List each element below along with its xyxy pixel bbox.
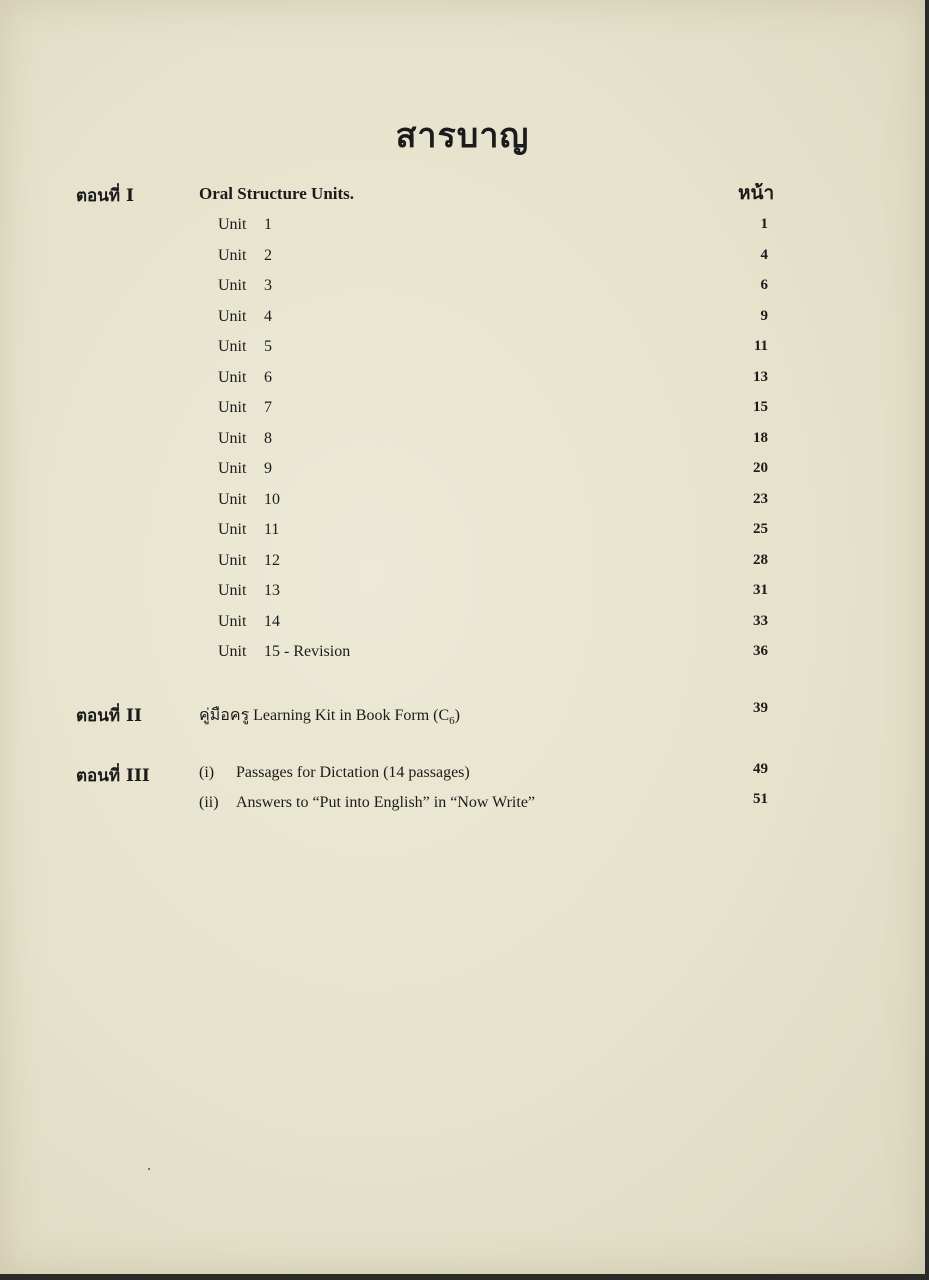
unit-word: Unit	[218, 612, 247, 630]
unit-row	[218, 308, 768, 332]
unit-page-number: 9	[760, 307, 768, 324]
unit-row	[218, 552, 768, 576]
part-2-thai-text: คู่มือครู	[199, 707, 250, 724]
unit-page-number: 20	[753, 460, 768, 476]
unit-word: Unit	[218, 582, 247, 599]
part-2-close-paren: )	[454, 707, 460, 724]
unit-number: 1	[264, 216, 272, 233]
unit-number: 7	[264, 399, 272, 416]
part-3-entry-page: 51	[753, 791, 768, 807]
unit-page-number: 1	[760, 216, 768, 232]
unit-page-number: 28	[753, 551, 768, 568]
part-3-entry	[199, 764, 470, 782]
unit-row	[218, 430, 768, 454]
part-3-entry	[199, 794, 535, 812]
unit-page-number: 31	[753, 582, 768, 598]
unit-word: Unit	[218, 643, 247, 660]
unit-page-number: 33	[753, 612, 768, 629]
unit-word: Unit	[218, 490, 247, 508]
unit-page-number: 11	[753, 338, 768, 354]
unit-word: Unit	[218, 216, 247, 233]
entry-text: Passages for Dictation (14 passages)	[236, 764, 470, 781]
unit-row	[218, 460, 768, 484]
page-edge	[0, 1274, 929, 1280]
unit-word: Unit	[218, 429, 247, 447]
page-title: สารบาญ	[395, 116, 530, 156]
unit-number: 4	[264, 307, 272, 325]
unit-page-number: 36	[753, 643, 768, 659]
unit-number: 15 - Revision	[264, 643, 351, 660]
entry-roman: (i)	[199, 764, 215, 781]
part-2-subscript: 6	[449, 715, 455, 727]
unit-number: 12	[264, 551, 280, 569]
unit-page-number: 23	[753, 490, 768, 507]
part-2-page: 39	[753, 700, 768, 716]
part-3-entry-page: 49	[753, 761, 768, 777]
part-1-title: Oral Structure Units.	[199, 184, 355, 203]
unit-number: 13	[264, 582, 280, 599]
unit-page-number: 6	[760, 277, 768, 293]
part-2-entry	[199, 703, 460, 728]
unit-word: Unit	[218, 338, 247, 355]
unit-page-number: 13	[753, 368, 768, 385]
unit-page-number: 15	[753, 399, 768, 415]
unit-row	[218, 521, 768, 545]
unit-row	[218, 613, 768, 637]
unit-word: Unit	[218, 368, 247, 386]
part-2-label: ตอนที่ II	[76, 706, 142, 726]
unit-row	[218, 491, 768, 515]
unit-number: 14	[264, 612, 280, 630]
unit-row	[218, 338, 768, 362]
paper-speck	[148, 1168, 150, 1170]
unit-word: Unit	[218, 551, 247, 569]
unit-row	[218, 399, 768, 423]
unit-word: Unit	[218, 307, 247, 325]
page-column-header: หน้า	[738, 182, 775, 204]
unit-number: 8	[264, 429, 272, 447]
page-edge	[925, 0, 929, 1280]
entry-roman: (ii)	[199, 794, 219, 811]
unit-row	[218, 582, 768, 606]
entry-text: Answers to “Put into English” in “Now Write”	[236, 794, 536, 811]
unit-number: 11	[264, 521, 280, 538]
unit-number: 3	[264, 277, 272, 294]
unit-number: 10	[264, 490, 280, 508]
unit-number: 5	[264, 338, 272, 355]
part-1-label: ตอนที่ I	[76, 186, 134, 206]
unit-number: 6	[264, 368, 272, 386]
unit-word: Unit	[218, 277, 247, 294]
unit-row	[218, 247, 768, 271]
unit-word: Unit	[218, 246, 247, 264]
unit-row	[218, 369, 768, 393]
unit-row	[218, 643, 768, 667]
unit-row	[218, 277, 768, 301]
unit-word: Unit	[218, 399, 247, 416]
unit-page-number: 25	[753, 521, 768, 537]
part-3-label: ตอนที่ III	[76, 766, 150, 786]
unit-number: 2	[264, 246, 272, 264]
unit-word: Unit	[218, 521, 247, 538]
unit-page-number: 18	[753, 429, 768, 446]
unit-word: Unit	[218, 460, 247, 477]
part-2-english-text: Learning Kit in Book Form (C	[253, 707, 450, 724]
unit-number: 9	[264, 460, 272, 477]
unit-page-number: 4	[760, 246, 768, 263]
unit-row	[218, 216, 768, 240]
